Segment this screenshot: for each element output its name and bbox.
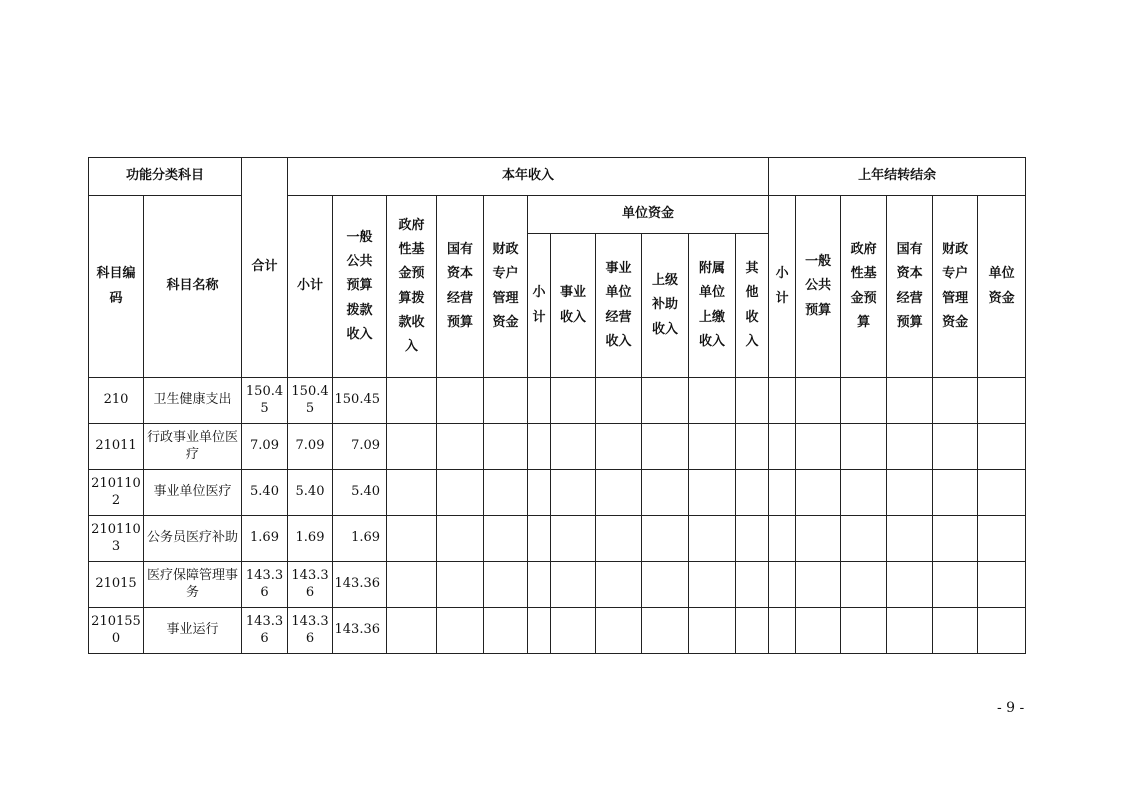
row-subtotal: 5.40 bbox=[288, 470, 333, 516]
row-general-budget: 143.36 bbox=[333, 608, 387, 654]
col-header-state-capital: 国有 资本 经营 预算 bbox=[437, 196, 484, 378]
row-subtotal: 143.36 bbox=[288, 608, 333, 654]
col-header-carry-unit: 单位 资金 bbox=[978, 196, 1026, 378]
col-header-total: 合计 bbox=[242, 158, 288, 378]
row-general-budget: 143.36 bbox=[333, 562, 387, 608]
group-header-carry: 上年结转结余 bbox=[769, 158, 1026, 196]
row-name: 行政事业单位医疗 bbox=[144, 424, 242, 470]
row-code: 210 bbox=[89, 378, 144, 424]
row-code: 2101103 bbox=[89, 516, 144, 562]
col-header-carry-state-capital: 国有 资本 经营 预算 bbox=[887, 196, 933, 378]
row-subtotal: 150.45 bbox=[288, 378, 333, 424]
row-total: 1.69 bbox=[242, 516, 288, 562]
row-total: 5.40 bbox=[242, 470, 288, 516]
row-name: 医疗保障管理事务 bbox=[144, 562, 242, 608]
table-row bbox=[89, 378, 1026, 424]
col-header-subtotal: 小计 bbox=[288, 196, 333, 378]
col-header-carry-subtotal: 小 计 bbox=[769, 196, 796, 378]
row-name: 公务员医疗补助 bbox=[144, 516, 242, 562]
row-code: 21015 bbox=[89, 562, 144, 608]
row-code: 21011 bbox=[89, 424, 144, 470]
row-subtotal: 7.09 bbox=[288, 424, 333, 470]
col-header-gov-fund: 政府 性基 金预 算拨 款收 入 bbox=[387, 196, 437, 378]
table-row bbox=[89, 516, 1026, 562]
row-name: 事业单位医疗 bbox=[144, 470, 242, 516]
group-header-unit-funds: 单位资金 bbox=[528, 196, 769, 234]
row-subtotal: 143.36 bbox=[288, 562, 333, 608]
row-total: 143.36 bbox=[242, 608, 288, 654]
row-total: 150.45 bbox=[242, 378, 288, 424]
row-name: 卫生健康支出 bbox=[144, 378, 242, 424]
col-header-other-income: 其 他 收 入 bbox=[736, 234, 769, 378]
col-header-carry-general: 一般 公共 预算 bbox=[796, 196, 841, 378]
col-header-affiliate-turnover: 附属 单位 上缴 收入 bbox=[689, 234, 736, 378]
col-header-superior-subsidy: 上级 补助 收入 bbox=[642, 234, 689, 378]
col-header-general-budget: 一般 公共 预算 拨款 收入 bbox=[333, 196, 387, 378]
row-general-budget: 5.40 bbox=[333, 470, 387, 516]
row-general-budget: 150.45 bbox=[333, 378, 387, 424]
row-name: 事业运行 bbox=[144, 608, 242, 654]
row-code: 2101102 bbox=[89, 470, 144, 516]
col-header-name: 科目名称 bbox=[144, 196, 242, 378]
row-general-budget: 7.09 bbox=[333, 424, 387, 470]
group-header-income: 本年收入 bbox=[288, 158, 769, 196]
group-header-func: 功能分类科目 bbox=[89, 158, 242, 196]
col-header-code: 科目编 码 bbox=[89, 196, 144, 378]
row-total: 143.36 bbox=[242, 562, 288, 608]
row-code: 2101550 bbox=[89, 608, 144, 654]
table-row bbox=[89, 562, 1026, 608]
col-header-carry-gov-fund: 政府 性基 金预 算 bbox=[841, 196, 887, 378]
row-general-budget: 1.69 bbox=[333, 516, 387, 562]
table-row bbox=[89, 424, 1026, 470]
row-subtotal: 1.69 bbox=[288, 516, 333, 562]
page-number: - 9 - bbox=[997, 700, 1025, 716]
table-row bbox=[89, 470, 1026, 516]
row-total: 7.09 bbox=[242, 424, 288, 470]
col-header-business-income: 事业 收入 bbox=[551, 234, 596, 378]
col-header-unit-operating: 事业 单位 经营 收入 bbox=[596, 234, 642, 378]
col-header-carry-fiscal: 财政 专户 管理 资金 bbox=[933, 196, 978, 378]
budget-income-table bbox=[88, 157, 1026, 654]
col-header-fiscal-special: 财政 专户 管理 资金 bbox=[484, 196, 528, 378]
table-row bbox=[89, 608, 1026, 654]
col-header-unit-subtotal: 小 计 bbox=[528, 234, 551, 378]
